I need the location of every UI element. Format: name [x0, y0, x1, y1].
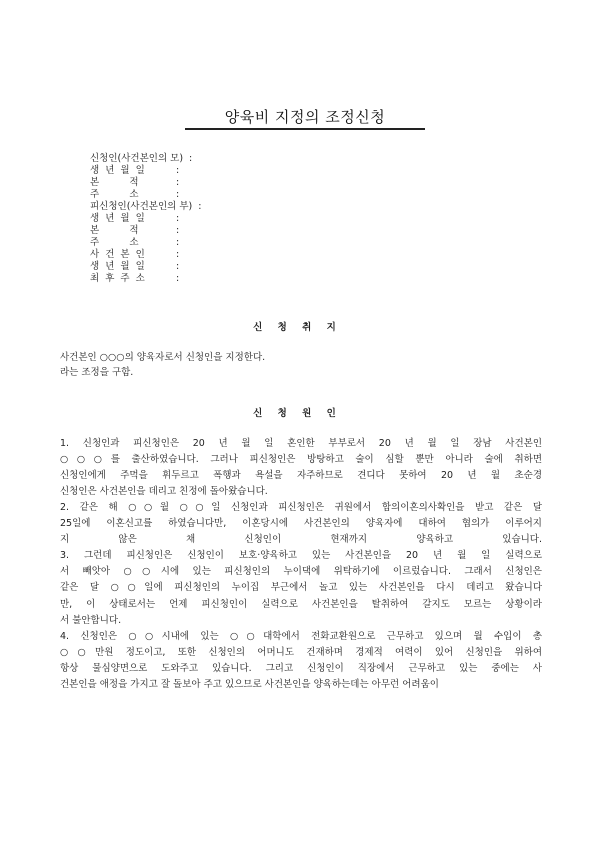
- party-info-colon: :: [189, 153, 193, 164]
- party-info-row: [90, 225, 201, 237]
- party-info-colon: :: [176, 165, 180, 176]
- cause-line: 같은 달 ○○일에 피신청인의 누이집 부근에서 놀고 있는 사건본인을 다시 데리고 왔습니다: [60, 582, 542, 594]
- party-info-row: [90, 249, 201, 261]
- party-info-colon: :: [176, 213, 180, 224]
- cause-line: 2. 같은 해 ○○월 ○○일 신청인과 피신청인은 귀원에서 합의이혼의사확인을 받고 같은 달: [60, 502, 542, 514]
- cause-line: 신청인에게 주먹을 휘두르고 폭행과 욕설을 자주하므로 견디다 못하여 20 년 월 초순경: [60, 470, 542, 482]
- cause-heading: 신 청 원 인: [253, 408, 342, 419]
- party-info-label: 피신청인(사건본인의 부): [90, 201, 193, 212]
- cause-line: 건본인을 애정을 가지고 잘 돌보아 주고 있으므로 사건본인을 양육하는데는 아무런 어려움이: [60, 678, 439, 690]
- party-info-colon: :: [198, 201, 202, 212]
- party-info-row: [90, 201, 201, 213]
- party-info-row: [90, 165, 201, 177]
- document-title: 양육비 지정의 조정신청: [224, 108, 386, 126]
- party-info-row: [90, 177, 201, 189]
- cause-line: 4. 신청인은 ○○시내에 있는 ○○대학에서 전화교환원으로 근무하고 있으며 월 수입이 총: [60, 630, 542, 642]
- party-info-label: 사 건 본 인: [90, 249, 145, 260]
- party-info-row: [90, 273, 201, 285]
- cause-line: ○○만원 정도이고, 또한 신청인의 어머니도 건재하며 경제적 여력이 있어 신청인을 위하여: [60, 646, 542, 658]
- party-info-row: [90, 189, 201, 201]
- party-info-label: 생 년 월 일: [90, 213, 145, 224]
- party-info-label: 본 적: [90, 225, 139, 236]
- party-info-row: [90, 261, 201, 273]
- party-info-colon: :: [176, 273, 180, 284]
- party-info-label: 최 후 주 소: [90, 273, 145, 284]
- party-info-colon: :: [176, 261, 180, 272]
- party-info-colon: :: [176, 237, 180, 248]
- party-info-label: 생 년 월 일: [90, 165, 145, 176]
- purpose-line: 라는 조정을 구함.: [60, 367, 134, 378]
- party-info-row: [90, 153, 201, 165]
- cause-line: 서 빼앗아 ○○시에 있는 피신청인의 누이댁에 위탁하기에 이르렀습니다. 그래서 신청인은: [60, 566, 542, 578]
- party-info-colon: :: [176, 189, 180, 200]
- party-info-colon: :: [176, 177, 180, 188]
- title-underline: [185, 128, 425, 130]
- cause-line: 25일에 이혼신고를 하였습니다만, 이혼당시에 사건본인의 양육자에 대하여 협의가 이루어지: [60, 518, 542, 530]
- cause-line: ○○○를 출산하였습니다. 그러나 피신청인은 방탕하고 술이 심할 뿐만 아니라 술에 취하면: [60, 454, 542, 466]
- party-info-block: [90, 153, 201, 285]
- party-info-row: [90, 237, 201, 249]
- party-info-label: 신청인(사건본인의 모): [90, 153, 184, 164]
- cause-line: 지 않은 채 신청인이 현재까지 양육하고 있습니다.: [60, 534, 542, 546]
- cause-line: 서 불안합니다.: [60, 614, 122, 626]
- party-info-label: 생 년 월 일: [90, 261, 145, 272]
- party-info-colon: :: [176, 249, 180, 260]
- cause-line: 3. 그런데 피신청인은 신청인이 보호·양육하고 있는 사건본인을 20 년 월 일 실력으로: [60, 550, 542, 562]
- purpose-heading: 신 청 취 지: [253, 322, 342, 333]
- cause-line: 항상 물심양면으로 도와주고 있습니다. 그리고 신청인이 직장에서 근무하고 있는 중에는 사: [60, 662, 542, 674]
- cause-line: 만, 이 상태로서는 언제 피신청인이 실력으로 사건본인을 탈취하여 갈지도 모르는 상황이라: [60, 598, 542, 610]
- party-info-label: 주 소: [90, 189, 139, 200]
- cause-line: 1. 신청인과 피신청인은 20 년 월 일 혼인한 부부로서 20 년 월 일 장남 사건본인: [60, 438, 542, 449]
- party-info-label: 본 적: [90, 177, 139, 188]
- party-info-label: 주 소: [90, 237, 139, 248]
- cause-line: 신청인은 사건본인을 데리고 친정에 돌아왔습니다.: [60, 486, 268, 498]
- party-info-row: [90, 213, 201, 225]
- party-info-colon: :: [176, 225, 180, 236]
- purpose-line: 사건본인 ○○○의 양육자로서 신청인을 지정한다.: [60, 352, 266, 363]
